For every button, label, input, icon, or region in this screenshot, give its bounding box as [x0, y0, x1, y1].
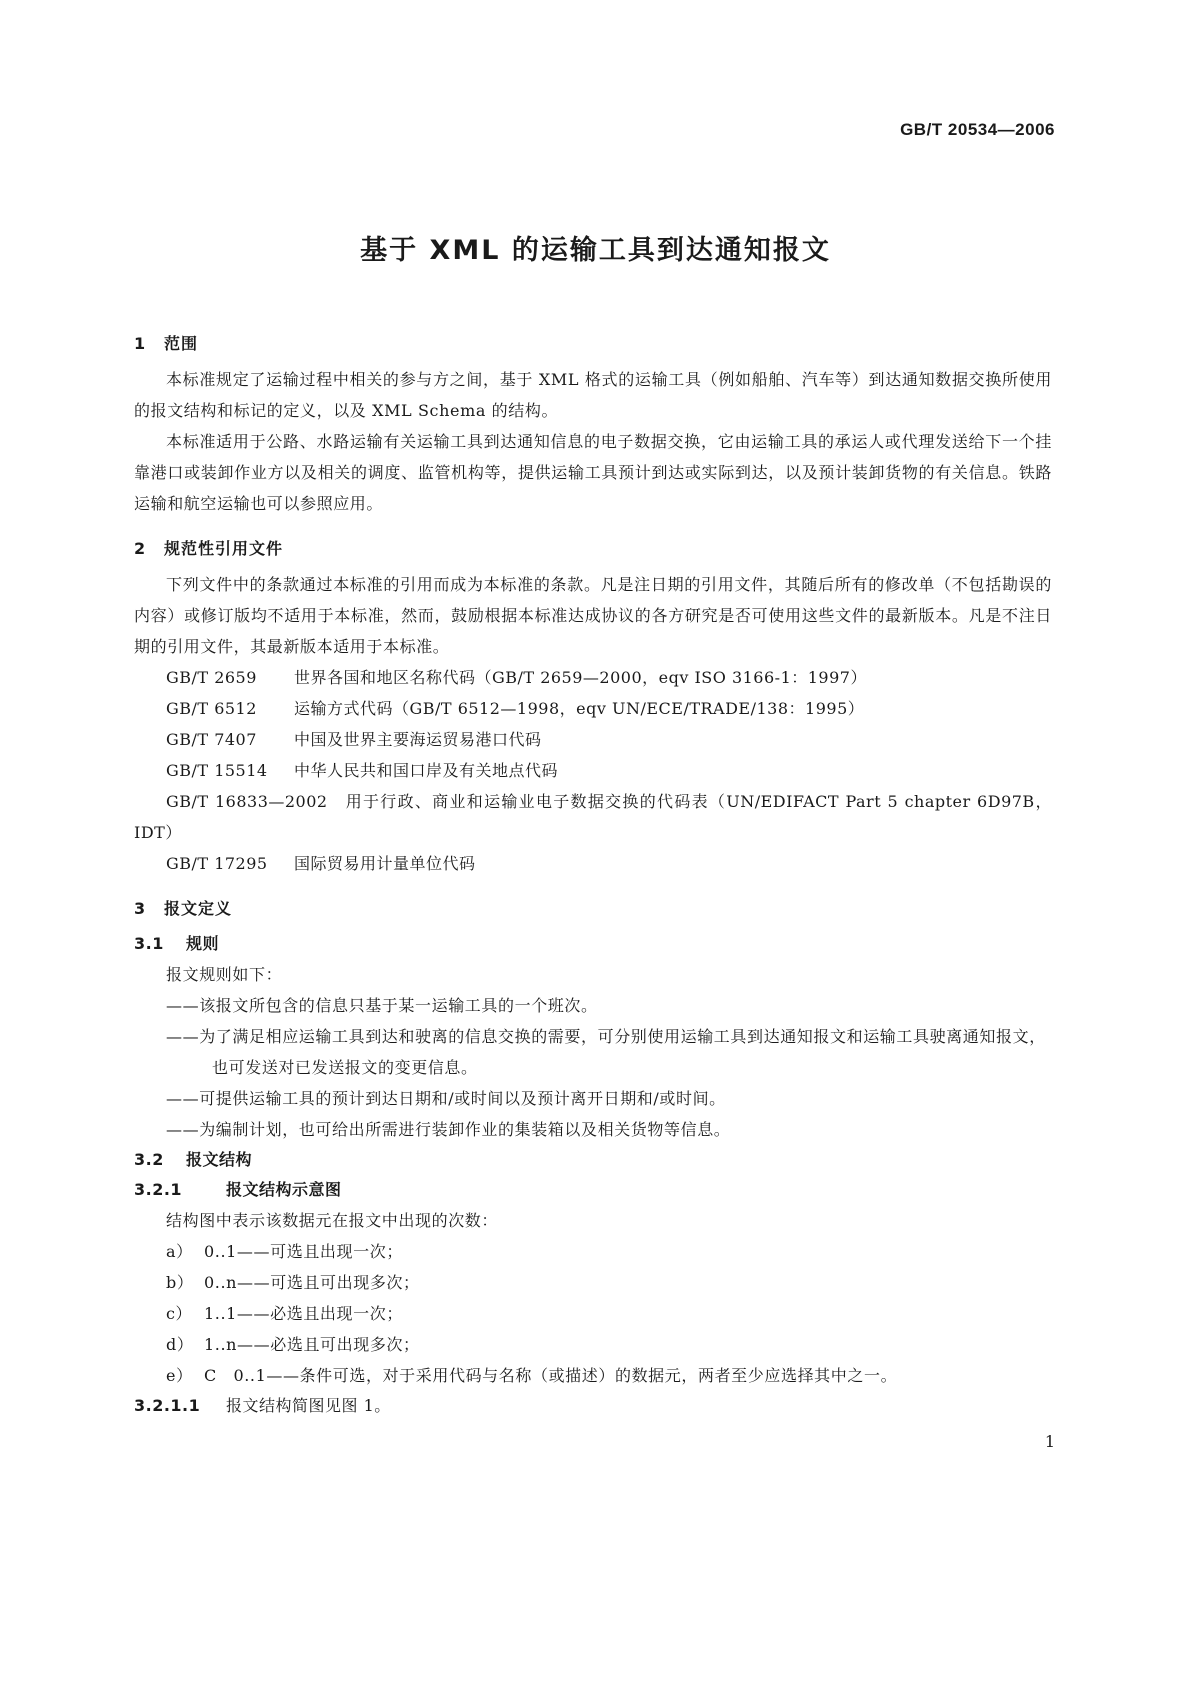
item-text: 0..n——可选且可出现多次；	[204, 1273, 420, 1292]
reference-title: 世界各国和地区名称代码（GB/T 2659—2000，eqv ISO 3166-1：1997）	[294, 668, 867, 687]
cardinality-item	[134, 1329, 1052, 1360]
rules-intro: 报文规则如下：	[166, 965, 283, 984]
item-text: 1..n——必选且可出现多次；	[204, 1335, 420, 1354]
reference-code: GB/T 16833—2002	[166, 792, 328, 811]
references-intro: 下列文件中的条款通过本标准的引用而成为本标准的条款。凡是注日期的引用文件，其随后所有的修改单（不包括勘误的内容）或修订版均不适用于本标准，然而，鼓励根据本标准达成协议的各方研究是否可使用这些文件的最新版本。凡是不注日期的引用文件，其最新版本适用于本标准。	[134, 575, 1052, 656]
scope-paragraph-1: 本标准规定了运输过程中相关的参与方之间，基于 XML 格式的运输工具（例如船舶、汽车等）到达通知数据交换所使用的报文结构和标记的定义，以及 XML Schema 的结构。	[134, 370, 1052, 420]
subsection-number: 3.1	[134, 934, 164, 953]
reference-item	[134, 848, 1052, 879]
section-number: 2	[134, 539, 147, 558]
rule-item: ——该报文所包含的信息只基于某一运输工具的一个班次。	[166, 996, 598, 1015]
section-number: 1	[134, 334, 147, 353]
section-2-heading	[134, 533, 1052, 565]
reference-code: GB/T 2659	[166, 668, 257, 687]
reference-code: GB/T 17295	[166, 854, 268, 873]
reference-title: 运输方式代码（GB/T 6512—1998，eqv UN/ECE/TRADE/138：1995）	[294, 699, 865, 718]
reference-item	[134, 693, 1052, 724]
cardinality-item	[134, 1360, 1052, 1391]
rule-item: ——可提供运输工具的预计到达日期和/或时间以及预计离开日期和/或时间。	[166, 1089, 726, 1108]
document-body	[134, 328, 1052, 1421]
reference-title: 中国及世界主要海运贸易港口代码	[294, 730, 542, 749]
cardinality-item	[134, 1267, 1052, 1298]
reference-title: 用于行政、商业和运输业电子数据交换的代码表（UN/EDIFACT Part 5 chapter 6D97B，IDT）	[134, 792, 1052, 842]
subsection-3-2-1-heading	[134, 1175, 1052, 1205]
subsection-number: 3.2.1	[134, 1180, 183, 1199]
reference-title: 中华人民共和国口岸及有关地点代码	[294, 761, 559, 780]
subsection-3-2-1-1	[134, 1391, 1052, 1421]
standard-number: GB/T 20534—2006	[900, 120, 1055, 139]
scope-paragraph-2: 本标准适用于公路、水路运输有关运输工具到达通知信息的电子数据交换，它由运输工具的承运人或代理发送给下一个挂靠港口或装卸作业方以及相关的调度、监管机构等，提供运输工具预计到达或实际到达，以及预计装卸货物的有关信息。铁路运输和航空运输也可以参照应用。	[134, 432, 1052, 513]
item-text: C 0..1——条件可选，对于采用代码与名称（或描述）的数据元，两者至少应选择其中之一。	[204, 1366, 898, 1385]
subsection-number: 3.2.1.1	[134, 1396, 201, 1415]
section-number: 3	[134, 899, 147, 918]
item-label: a）	[166, 1242, 193, 1261]
reference-item	[134, 755, 1052, 786]
reference-title: 国际贸易用计量单位代码	[294, 854, 476, 873]
subsection-3-1-heading	[134, 929, 1052, 959]
item-text: 0..1——可选且出现一次；	[204, 1242, 403, 1261]
rule-item: ——为编制计划，也可给出所需进行装卸作业的集装箱以及相关货物等信息。	[166, 1120, 731, 1139]
subsection-title: 报文结构	[186, 1150, 253, 1169]
item-label: d）	[166, 1335, 194, 1354]
cardinality-item	[134, 1236, 1052, 1267]
section-title: 报文定义	[164, 899, 233, 918]
subsection-title: 报文结构示意图	[226, 1180, 342, 1199]
reference-item	[134, 724, 1052, 755]
document-title: 基于 XML 的运输工具到达通知报文	[360, 235, 831, 266]
reference-item	[134, 786, 1052, 848]
reference-item	[134, 662, 1052, 693]
item-label: c）	[166, 1304, 193, 1323]
cardinality-item	[134, 1298, 1052, 1329]
item-text: 1..1——必选且出现一次；	[204, 1304, 403, 1323]
reference-code: GB/T 7407	[166, 730, 257, 749]
cardinality-intro: 结构图中表示该数据元在报文中出现的次数：	[166, 1211, 499, 1230]
subsection-number: 3.2	[134, 1150, 164, 1169]
section-title: 范围	[164, 334, 199, 353]
subsection-text: 报文结构简图见图 1。	[226, 1396, 391, 1415]
rule-item: ——为了满足相应运输工具到达和驶离的信息交换的需要，可分别使用运输工具到达通知报文和运输工具驶离通知报文，也可发送对已发送报文的变更信息。	[166, 1027, 1046, 1077]
section-3-heading	[134, 893, 1052, 925]
item-label: e）	[166, 1366, 193, 1385]
item-label: b）	[166, 1273, 194, 1292]
subsection-title: 规则	[186, 934, 220, 953]
reference-code: GB/T 15514	[166, 761, 268, 780]
section-title: 规范性引用文件	[164, 539, 284, 558]
subsection-3-2-heading	[134, 1145, 1052, 1175]
page-number: 1	[1044, 1432, 1055, 1451]
section-1-heading	[134, 328, 1052, 360]
reference-code: GB/T 6512	[166, 699, 257, 718]
